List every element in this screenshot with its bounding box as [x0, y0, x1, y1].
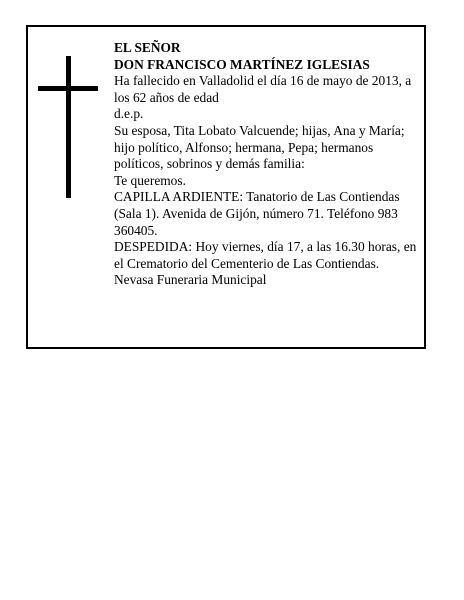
funeral-home: Nevasa Funeraria Municipal — [114, 272, 267, 288]
cross-vertical-bar — [66, 56, 71, 198]
family-message: Te queremos. — [114, 172, 186, 188]
farewell-info: DESPEDIDA: Hoy viernes, día 17, a las 16.30 horas, en el Crematorio del Cementerio de Las Contiendas. — [114, 239, 417, 271]
chapel-info: CAPILLA ARDIENTE: Tanatorio de Las Contiendas (Sala 1). Avenida de Gijón, número 71. Teléfono 983 360405. — [114, 189, 400, 238]
family-list: Su esposa, Tita Lobato Valcuende; hijas, Ana y María; hijo político, Alfonso; hermana, Pepa; hermanos políticos, sobrinos y demás familia: — [114, 122, 405, 172]
notice-title: EL SEÑOR — [114, 40, 181, 55]
notice-text — [114, 40, 426, 289]
rip-text: d.e.p. — [114, 106, 144, 122]
obituary-notice — [26, 25, 426, 349]
death-statement: Ha fallecido en Valladolid el día 16 de mayo de 2013, a los 62 años de edad — [114, 73, 412, 105]
deceased-name: DON FRANCISCO MARTÍNEZ IGLESIAS — [114, 56, 370, 72]
cross-horizontal-bar — [38, 86, 98, 91]
